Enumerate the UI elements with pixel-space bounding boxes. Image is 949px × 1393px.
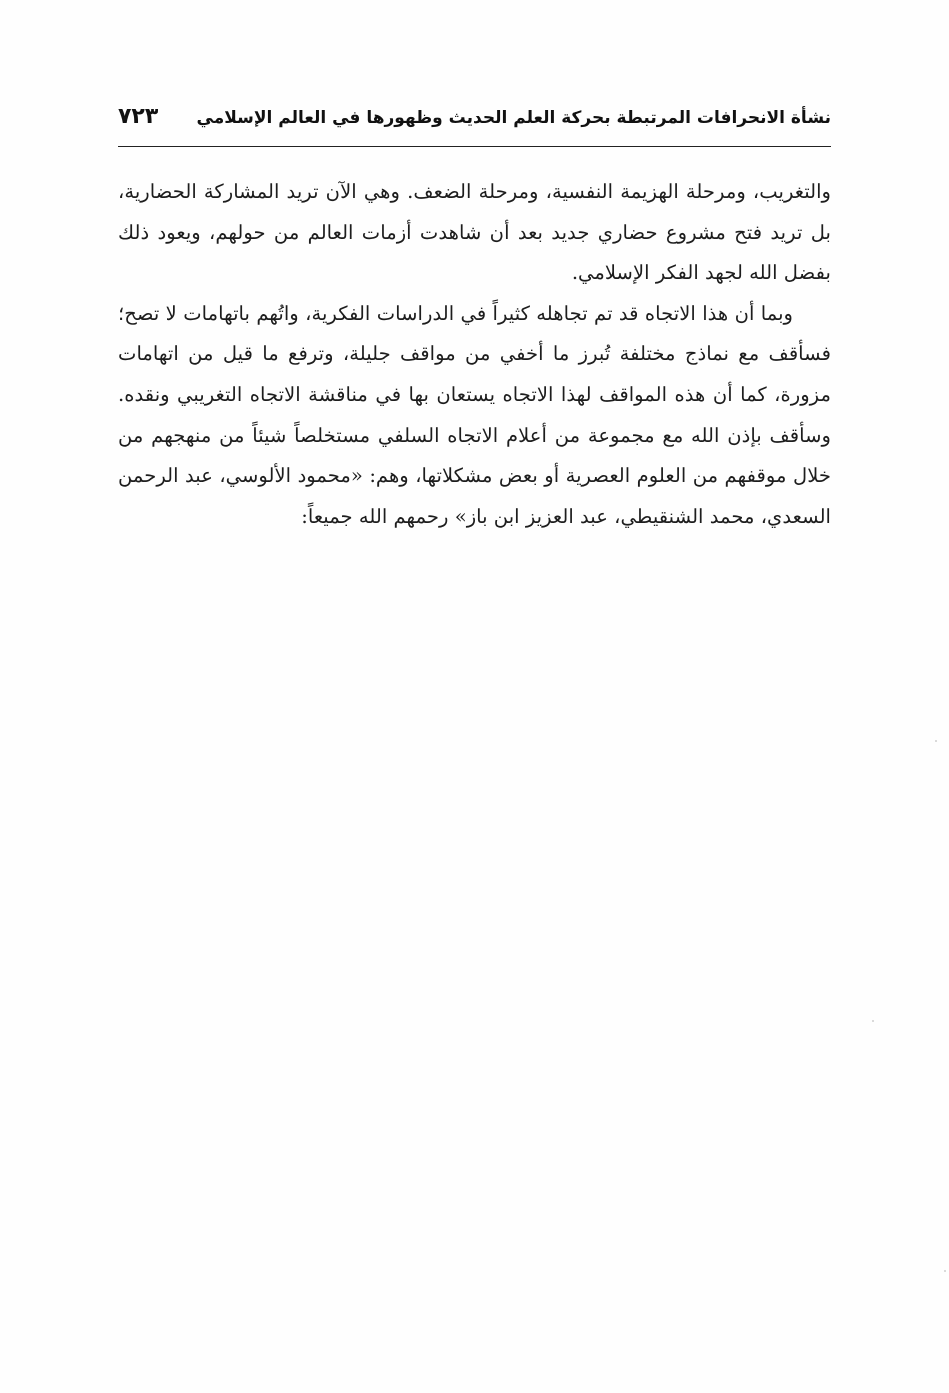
page-number: ٧٢٣: [118, 104, 159, 129]
header-rule: [118, 146, 831, 147]
scan-speck: [872, 1020, 874, 1022]
scan-speck: [944, 1270, 946, 1272]
scan-speck: [935, 740, 937, 742]
running-header: [118, 100, 831, 140]
paragraph-2: وبما أن هذا الاتجاه قد تم تجاهله كثيراً في الدراسات الفكرية، واتُهم باتهامات لا تصح؛ فسأقف مع نماذج مختلفة تُبرز ما أخفي من مواقف جليلة، وترفع ما قيل من اتهامات مزورة، كما أن هذه المواقف لهذا الاتجاه يستعان بها في مناقشة الاتجاه التغريبي ونقده. وسأقف بإذن الله مع مجموعة من أعلام الاتجاه السلفي مستخلصاً شيئاً من منهجهم من خلال موقفهم من العلوم العصرية أو بعض مشكلاتها، وهم: «محمود الألوسي، عبد الرحمن السعدي، محمد الشنقيطي، عبد العزيز ابن باز» رحمهم الله جميعاً:: [118, 301, 831, 528]
running-header-title: نشأة الانحرافات المرتبطة بحركة العلم الحديث وظهورها في العالم الإسلامي: [196, 108, 831, 128]
paragraph-1: والتغريب، ومرحلة الهزيمة النفسية، ومرحلة الضعف. وهي الآن تريد المشاركة الحضارية، بل تريد فتح مشروع حضاري جديد بعد أن شاهدت أزمات العالم من حولهم، ويعود ذلك بفضل الله لجهد الفكر الإسلامي.: [118, 180, 831, 285]
body-text: [118, 172, 831, 537]
